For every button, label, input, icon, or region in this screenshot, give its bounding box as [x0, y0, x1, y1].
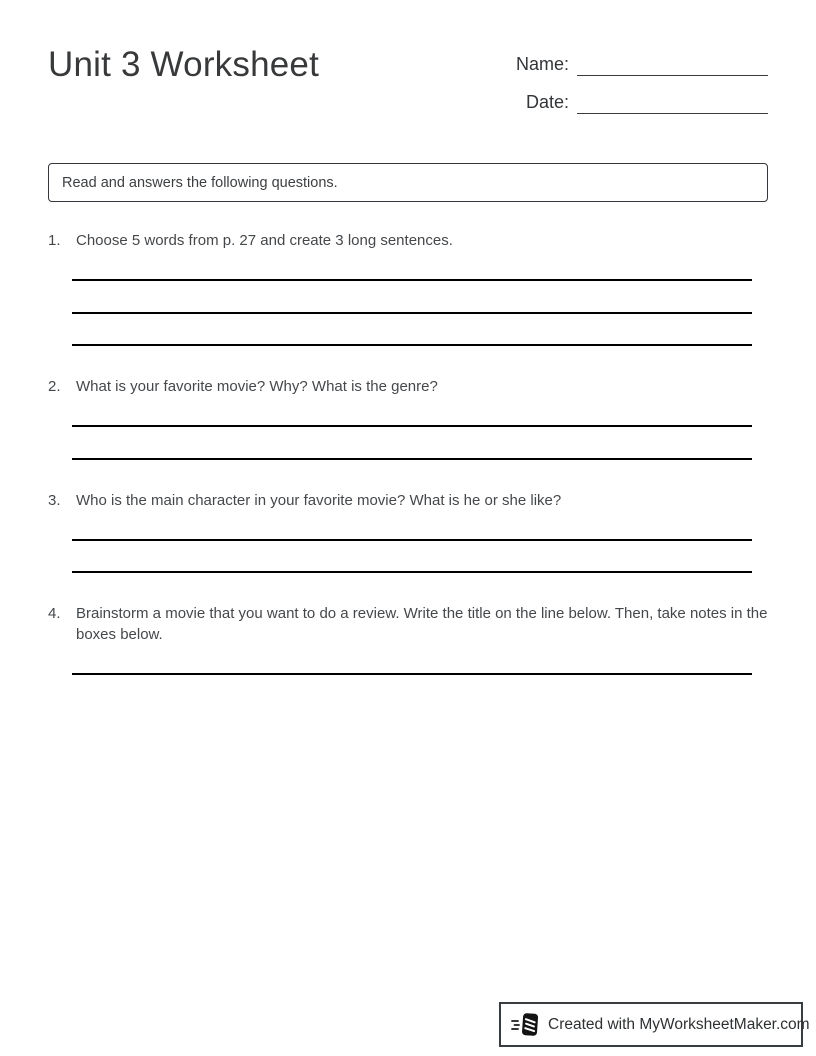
question-text: Choose 5 words from p. 27 and create 3 long sentences. [76, 232, 453, 249]
footer-credit-text: Created with MyWorksheetMaker.com [548, 1015, 810, 1033]
header-fields [508, 50, 768, 126]
questions-list [48, 230, 768, 675]
answer-line [72, 312, 752, 314]
date-field-row [508, 88, 768, 114]
question-item [48, 603, 768, 675]
name-blank-line [577, 54, 768, 76]
answer-lines [48, 425, 768, 460]
name-label: Name: [515, 54, 569, 74]
question-text: Brainstorm a movie that you want to do a review. Write the title on the line below. Then, take notes in the boxes below. [76, 605, 768, 643]
name-field-row [508, 50, 768, 76]
question-number: 1. [48, 232, 61, 249]
question-item [48, 230, 768, 346]
answer-line [72, 673, 752, 675]
answer-line [72, 425, 752, 427]
instructions-box [48, 163, 768, 202]
question-number: 3. [48, 491, 61, 509]
question-item [48, 376, 768, 460]
question-row [48, 490, 768, 511]
question-item [48, 490, 768, 574]
question-row [48, 376, 768, 397]
footer-credit-box [499, 1002, 810, 1047]
answer-line [72, 571, 752, 573]
answer-lines [48, 539, 768, 574]
date-label: Date: [525, 92, 569, 112]
date-blank-line [577, 92, 768, 114]
answer-lines [48, 279, 768, 346]
question-number: 4. [48, 605, 61, 622]
worksheet-maker-logo-icon [511, 1011, 541, 1039]
question-row [48, 603, 768, 645]
question-text: Who is the main character in your favorite movie? What is he or she like? [76, 491, 562, 509]
page-title: Unit 3 Worksheet [48, 45, 319, 84]
answer-line [72, 279, 752, 281]
answer-line [72, 458, 752, 460]
question-text: What is your favorite movie? Why? What is the genre? [76, 378, 438, 395]
answer-line [72, 539, 752, 541]
answer-line [72, 344, 752, 346]
question-number: 2. [48, 378, 61, 395]
instructions-text: Read and answers the following questions. [62, 174, 338, 191]
question-row [48, 230, 768, 251]
answer-lines [48, 673, 768, 675]
